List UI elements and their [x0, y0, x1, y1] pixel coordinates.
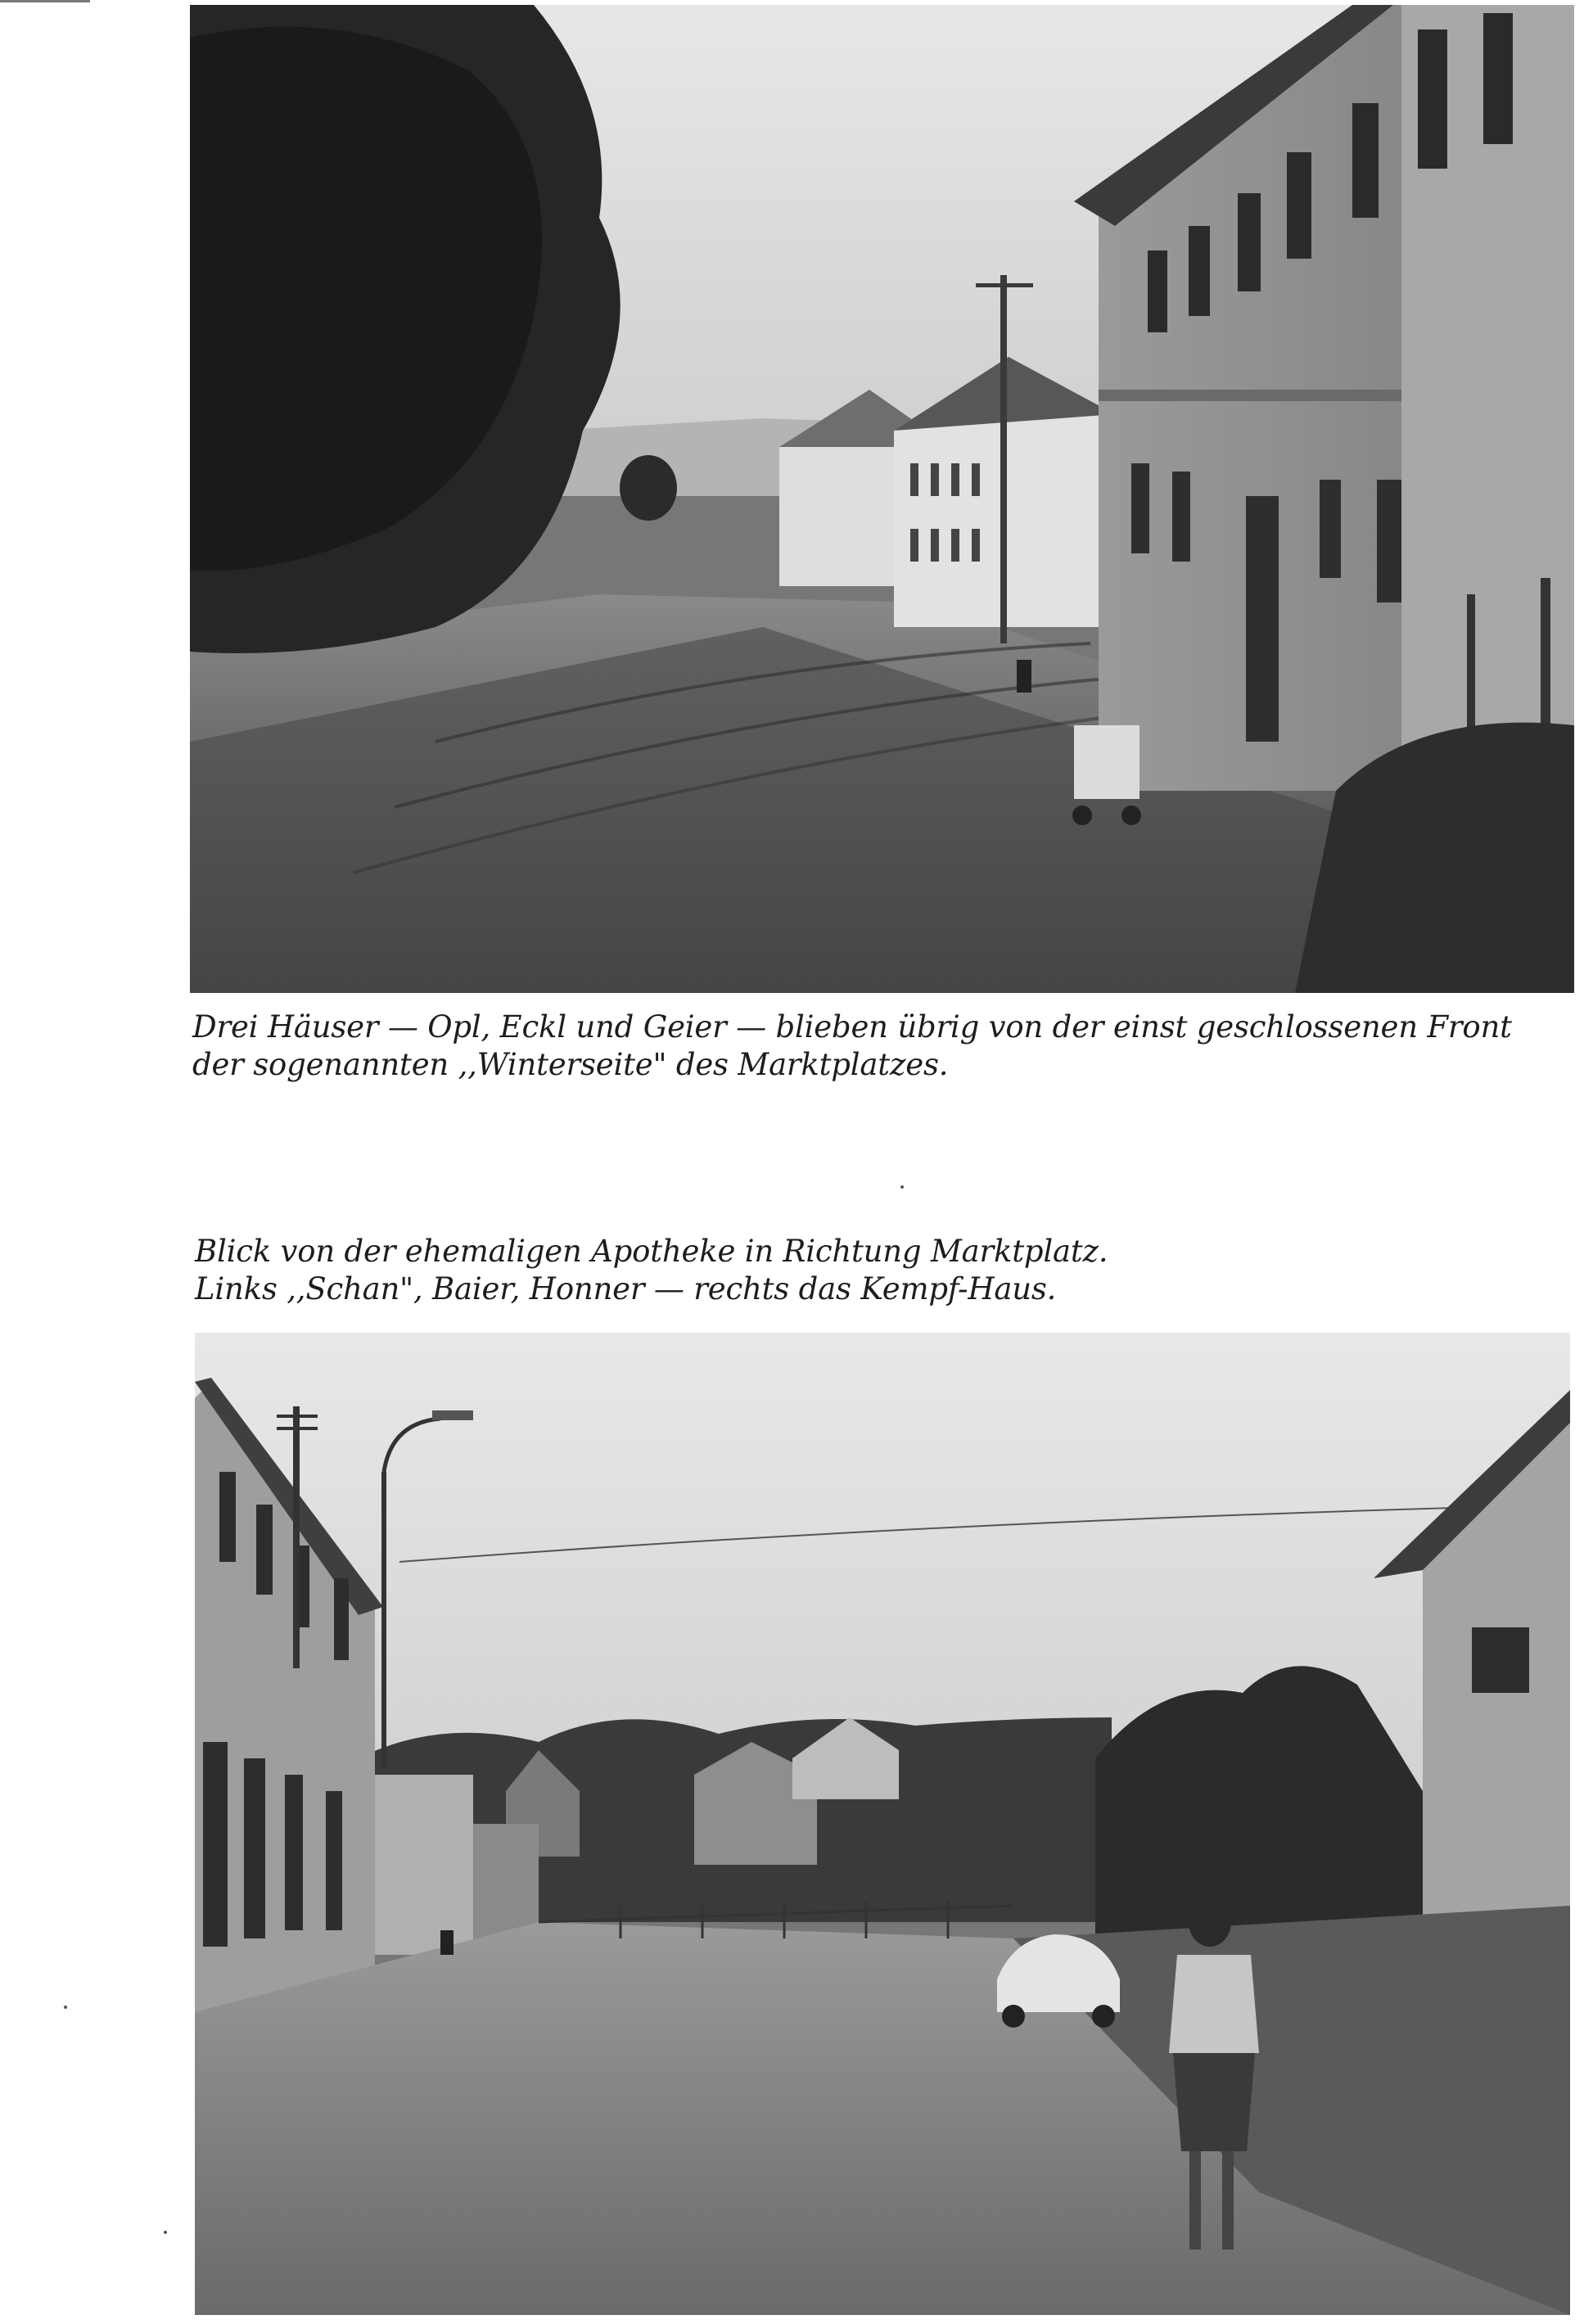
photo-view-toward-market-square [195, 1333, 1570, 2315]
photo-top-illustration [190, 5, 1574, 993]
paper-speck [900, 1185, 904, 1189]
corner-scan-mark [0, 0, 90, 2]
paper-speck [64, 2006, 67, 2009]
caption-top-line-1: Drei Häuser — Opl, Eckl und Geier — blieben übrig von der einst geschlossenen Front [192, 1009, 1512, 1045]
caption-bottom-photo [195, 1233, 1108, 1308]
caption-top-photo [192, 1009, 1512, 1084]
caption-bottom-line-2: Links ,,Schan", Baier, Honner — rechts das Kempf-Haus. [195, 1271, 1057, 1306]
photo-bottom-illustration [195, 1333, 1570, 2315]
caption-top-line-2: der sogenannten ,,Winterseite" des Marktplatzes. [192, 1047, 949, 1082]
paper-speck [164, 2231, 167, 2234]
caption-bottom-line-1: Blick von der ehemaligen Apotheke in Richtung Marktplatz. [195, 1234, 1108, 1269]
photo-market-square-winter-side [190, 5, 1574, 993]
